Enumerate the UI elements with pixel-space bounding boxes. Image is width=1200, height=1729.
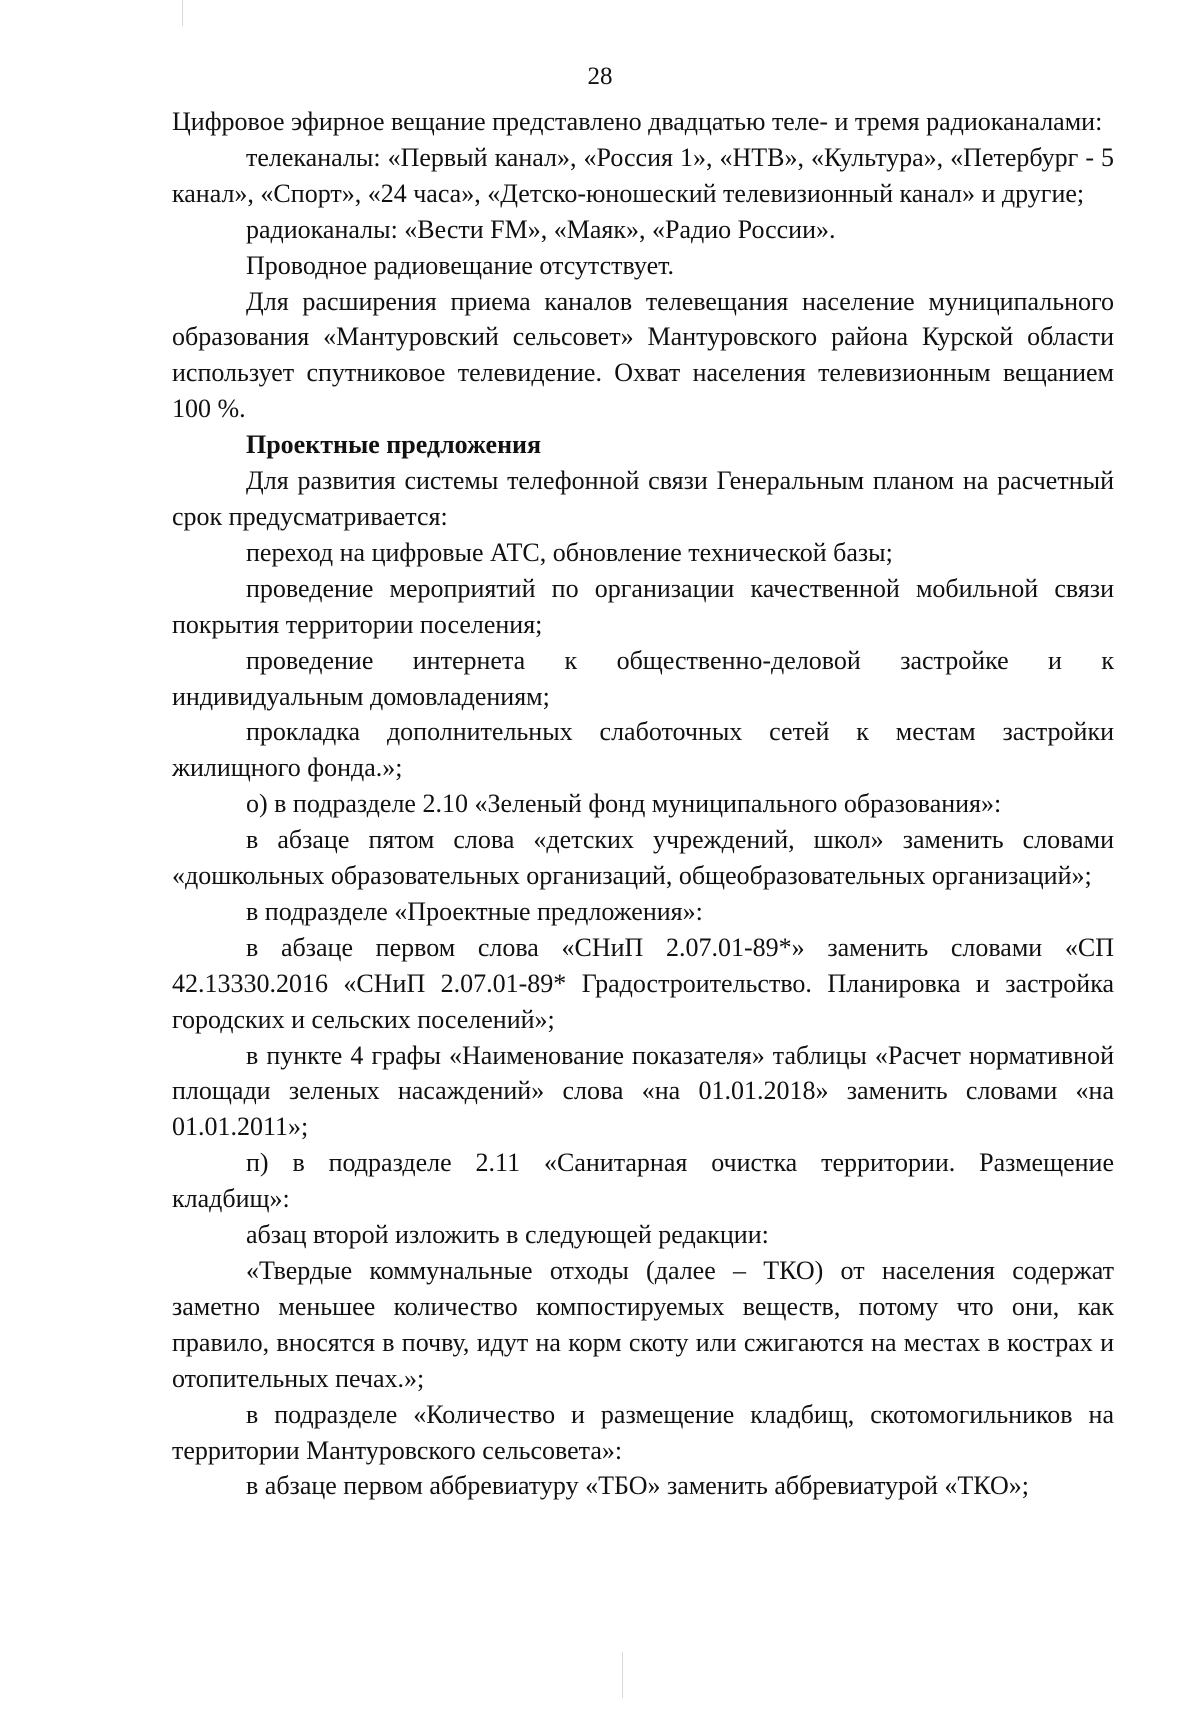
paragraph: «Твердые коммунальные отходы (далее – ТКО) от населения содержат заметно меньшее количество компостируемых веществ, потому что они, как правило, вносятся в почву, идут на корм скоту или сжигаются на местах в кострах и отопительных печах.»; (172, 1256, 1114, 1393)
paragraph: переход на цифровые АТС, обновление технической базы; (246, 537, 893, 567)
paragraph: в абзаце первом слова «СНиП 2.07.01-89*» заменить словами «СП 42.13330.2016 «СНиП 2.07.01-89* Градостроительство. Планировка и застройка городских и сельских поселений»; (172, 932, 1114, 1034)
paragraph: телеканалы: «Первый канал», «Россия 1», «НТВ», «Культура», «Петербург - 5 канал», «Спорт», «24 часа», «Детско-юношеский телевизионный канал» и другие; (172, 142, 1114, 208)
page-number: 28 (587, 63, 613, 90)
paragraph: абзац второй изложить в следующей редакции: (246, 1220, 769, 1250)
paragraph: в абзаце пятом слова «детских учреждений, школ» заменить словами «дошкольных образовательных организаций, общеобразовательных организаций»; (172, 825, 1114, 891)
body-text (172, 104, 1114, 1504)
paragraph: в абзаце первом аббревиатуру «ТБО» заменить аббревиатурой «ТКО»; (246, 1471, 1029, 1501)
scan-artifact (182, 0, 183, 26)
paragraph: проведение интернета к общественно-деловой застройке и к индивидуальным домовладениям; (172, 645, 1114, 711)
section-heading: Проектные предложения (246, 430, 542, 460)
paragraph: п) в подразделе 2.11 «Санитарная очистка территории. Размещение кладбищ»: (172, 1148, 1114, 1214)
paragraph: в подразделе «Проектные предложения»: (246, 896, 703, 926)
paragraph: прокладка дополнительных слаботочных сетей к местам застройки жилищного фонда.»; (172, 717, 1114, 783)
paragraph: проведение мероприятий по организации качественной мобильной связи покрытия территории поселения; (172, 573, 1114, 639)
paragraph: Для расширения приема каналов телевещания население муниципального образования «Мантуровский сельсовет» Мантуровского района Курской области использует спутниковое телевидение. Охват населения телевизионным вещанием 100 %. (172, 286, 1114, 424)
scan-artifact (622, 1652, 623, 1698)
paragraph: в пункте 4 графы «Наименование показателя» таблицы «Расчет нормативной площади зеленых насаждений» слова «на 01.01.2018» заменить словами «на 01.01.2011»; (172, 1040, 1114, 1142)
paragraph: радиоканалы: «Вести FM», «Маяк», «Радио России». (246, 214, 836, 244)
paragraph: Проводное радиовещание отсутствует. (246, 250, 675, 280)
paragraph: о) в подразделе 2.10 «Зеленый фонд муниципального образования»: (246, 789, 1002, 819)
paragraph: в подразделе «Количество и размещение кладбищ, скотомогильников на территории Мантуровского сельсовета»: (172, 1399, 1114, 1465)
paragraph: Цифровое эфирное вещание представлено двадцатью теле- и тремя радиоканалами: (172, 107, 1103, 136)
paragraph: Для развития системы телефонной связи Генеральным планом на расчетный срок предусматривается: (172, 466, 1114, 531)
